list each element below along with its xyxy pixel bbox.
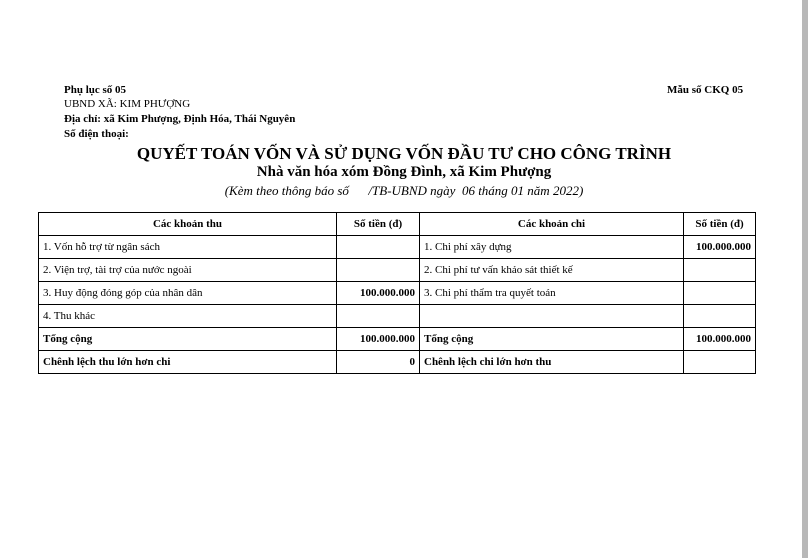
- expense-diff-label: Chênh lệch chi lớn hơn thu: [420, 351, 684, 374]
- header-income-amount: Số tiền (đ): [337, 213, 420, 236]
- header-expense-amount: Số tiền (đ): [684, 213, 756, 236]
- address: Địa chỉ: xã Kim Phượng, Định Hóa, Thái Nguyên: [64, 113, 296, 125]
- income-amount: 100.000.000: [337, 282, 420, 305]
- document-title: QUYẾT TOÁN VỐN VÀ SỬ DỤNG VỐN ĐẦU TƯ CHO CÔNG TRÌNH: [136, 144, 672, 163]
- phone-label: Số điện thoại:: [64, 128, 129, 140]
- income-amount: [337, 305, 420, 328]
- expense-item: 2. Chi phí tư vấn khảo sát thiết kế: [420, 259, 684, 282]
- expense-amount: [684, 259, 756, 282]
- income-amount: [337, 236, 420, 259]
- income-amount: [337, 259, 420, 282]
- income-total-amount: 100.000.000: [337, 328, 420, 351]
- table-row: [39, 282, 756, 305]
- expense-total-label: Tổng cộng: [420, 328, 684, 351]
- income-item: 2. Viện trợ, tài trợ của nước ngoài: [39, 259, 337, 282]
- difference-row: [39, 351, 756, 374]
- expense-item: [420, 305, 684, 328]
- income-item: 1. Vốn hỗ trợ từ ngân sách: [39, 236, 337, 259]
- total-row: [39, 328, 756, 351]
- table-row: [39, 259, 756, 282]
- income-total-label: Tổng cộng: [39, 328, 337, 351]
- header-expense: Các khoản chi: [420, 213, 684, 236]
- expense-amount: 100.000.000: [684, 236, 756, 259]
- header-income: Các khoản thu: [39, 213, 337, 236]
- expense-item: 1. Chi phí xây dựng: [420, 236, 684, 259]
- income-diff-label: Chênh lệch thu lớn hơn chi: [39, 351, 337, 374]
- income-diff-amount: 0: [337, 351, 420, 374]
- expense-total-amount: 100.000.000: [684, 328, 756, 351]
- document-subtitle: Nhà văn hóa xóm Đồng Đình, xã Kim Phượng: [256, 164, 552, 180]
- income-item: 4. Thu khác: [39, 305, 337, 328]
- page-edge: [802, 0, 808, 558]
- commune-name: UBND XÃ: KIM PHƯỢNG: [64, 98, 191, 110]
- document-note: (Kèm theo thông báo số /TB-UBND ngày 06 tháng 01 năm 2022): [224, 183, 584, 198]
- appendix-number: Phụ lục số 05: [64, 84, 127, 96]
- expense-diff-amount: [684, 351, 756, 374]
- table-row: [39, 236, 756, 259]
- settlement-table: [38, 212, 756, 374]
- table-header-row: [39, 213, 756, 236]
- expense-amount: [684, 305, 756, 328]
- expense-amount: [684, 282, 756, 305]
- form-number: Mẫu số CKQ 05: [667, 84, 744, 96]
- table-row: [39, 305, 756, 328]
- expense-item: 3. Chi phí thẩm tra quyết toán: [420, 282, 684, 305]
- income-item: 3. Huy động đóng góp của nhân dân: [39, 282, 337, 305]
